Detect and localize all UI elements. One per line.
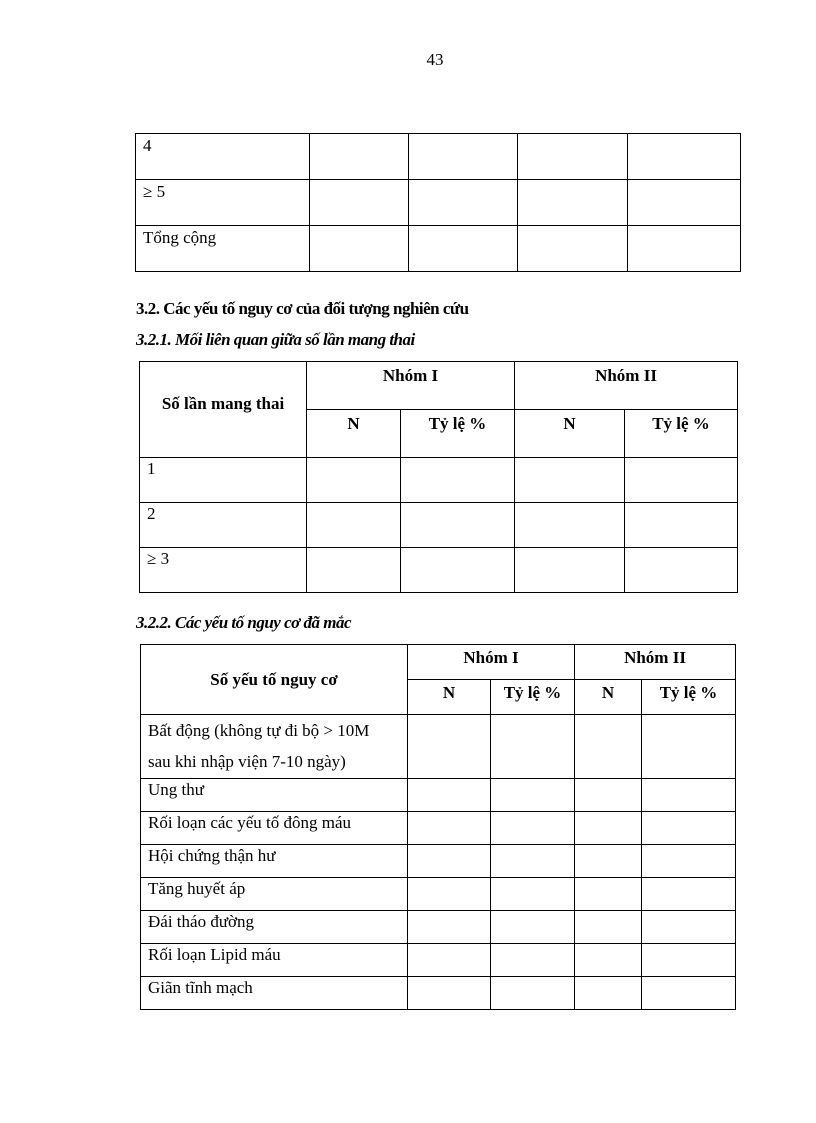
table-cell (409, 180, 518, 226)
table-cell (575, 845, 642, 878)
column-header-percent: Tỷ lệ % (625, 410, 738, 458)
pregnancy-count-table (139, 361, 738, 593)
column-header-risk-factors: Số yếu tố nguy cơ (141, 645, 408, 715)
page-number: 43 (426, 50, 444, 69)
section-heading-3-2-2: 3.2.2. Các yếu tố nguy cơ đã mắc (136, 613, 352, 632)
table-cell (642, 878, 736, 911)
table-row (141, 878, 736, 911)
column-header-n: N (408, 680, 491, 715)
table-row (141, 944, 736, 977)
table-cell (642, 779, 736, 812)
table-cell (491, 977, 575, 1010)
table-cell (401, 458, 515, 503)
row-label-line: Bất động (không tự đi bộ > 10M (148, 721, 370, 740)
table-cell (628, 180, 741, 226)
table-cell (307, 503, 401, 548)
column-header-n: N (515, 410, 625, 458)
table-row (141, 779, 736, 812)
table-cell (628, 226, 741, 272)
row-label: Tăng huyết áp (141, 878, 408, 911)
row-label-immobility (141, 715, 408, 779)
table-cell (401, 503, 515, 548)
row-label: Rối loạn các yếu tố đông máu (141, 812, 408, 845)
table-cell (575, 977, 642, 1010)
row-label: Đái tháo đường (141, 911, 408, 944)
column-header-group-2: Nhóm II (575, 645, 736, 680)
table-cell (575, 878, 642, 911)
table-cell (408, 845, 491, 878)
table-row (141, 977, 736, 1010)
table-row (141, 715, 736, 779)
row-label: ≥ 3 (140, 548, 307, 593)
table-cell (642, 911, 736, 944)
table-cell (401, 548, 515, 593)
column-header-n: N (307, 410, 401, 458)
table-cell (625, 503, 738, 548)
table-cell (408, 779, 491, 812)
table-row (140, 503, 738, 548)
table-cell (491, 944, 575, 977)
table-row (141, 845, 736, 878)
table-continuation (135, 133, 741, 272)
table-cell (491, 911, 575, 944)
table-cell (515, 548, 625, 593)
table-cell (515, 458, 625, 503)
table-cell (491, 779, 575, 812)
table-row (140, 548, 738, 593)
table-cell (408, 944, 491, 977)
table-cell (310, 180, 409, 226)
column-header-n: N (575, 680, 642, 715)
table-row (136, 180, 741, 226)
table-cell (408, 878, 491, 911)
table-cell (515, 503, 625, 548)
table-cell (642, 812, 736, 845)
table-cell (307, 458, 401, 503)
row-label: Ung thư (141, 779, 408, 812)
column-header-pregnancies: Số lần mang thai (140, 362, 307, 458)
table-row (141, 911, 736, 944)
table-cell (575, 911, 642, 944)
table-header-row (141, 645, 736, 680)
table-cell (625, 458, 738, 503)
column-header-percent: Tỷ lệ % (642, 680, 736, 715)
table-cell (408, 715, 491, 779)
column-header-group-1: Nhóm I (408, 645, 575, 680)
table-cell (518, 226, 628, 272)
table-cell (307, 548, 401, 593)
table-header-row (140, 362, 738, 410)
table-cell (642, 977, 736, 1010)
section-heading-3-2: 3.2. Các yếu tố nguy cơ của đối tượng nghiên cứu (136, 299, 469, 318)
table-cell (518, 134, 628, 180)
table-cell (491, 878, 575, 911)
row-label: Hội chứng thận hư (141, 845, 408, 878)
table-row (136, 134, 741, 180)
row-label: ≥ 5 (136, 180, 310, 226)
table-cell (625, 548, 738, 593)
row-label: 4 (136, 134, 310, 180)
row-label: Giãn tĩnh mạch (141, 977, 408, 1010)
row-label: 1 (140, 458, 307, 503)
table-cell (642, 715, 736, 779)
table-cell (575, 944, 642, 977)
table-cell (575, 812, 642, 845)
section-heading-3-2-1: 3.2.1. Mối liên quan giữa số lần mang thai (136, 330, 415, 349)
table-cell (491, 812, 575, 845)
table-cell (491, 845, 575, 878)
table-cell (409, 226, 518, 272)
row-label: Tổng cộng (136, 226, 310, 272)
row-label-line: sau khi nhập viện 7-10 ngày) (148, 752, 346, 771)
table-cell (491, 715, 575, 779)
row-label: Rối loạn Lipid máu (141, 944, 408, 977)
row-label: 2 (140, 503, 307, 548)
table-cell (575, 715, 642, 779)
table-cell (408, 977, 491, 1010)
table-cell (628, 134, 741, 180)
table-cell (642, 944, 736, 977)
table-cell (642, 845, 736, 878)
column-header-group-1: Nhóm I (307, 362, 515, 410)
column-header-percent: Tỷ lệ % (401, 410, 515, 458)
table-row (141, 812, 736, 845)
risk-factors-table (140, 644, 736, 1010)
table-cell (310, 134, 409, 180)
table-cell (408, 911, 491, 944)
table-cell (575, 779, 642, 812)
table-cell (409, 134, 518, 180)
table-cell (310, 226, 409, 272)
table-cell (518, 180, 628, 226)
table-row (140, 458, 738, 503)
table-cell (408, 812, 491, 845)
column-header-group-2: Nhóm II (515, 362, 738, 410)
table-row (136, 226, 741, 272)
column-header-percent: Tỷ lệ % (491, 680, 575, 715)
